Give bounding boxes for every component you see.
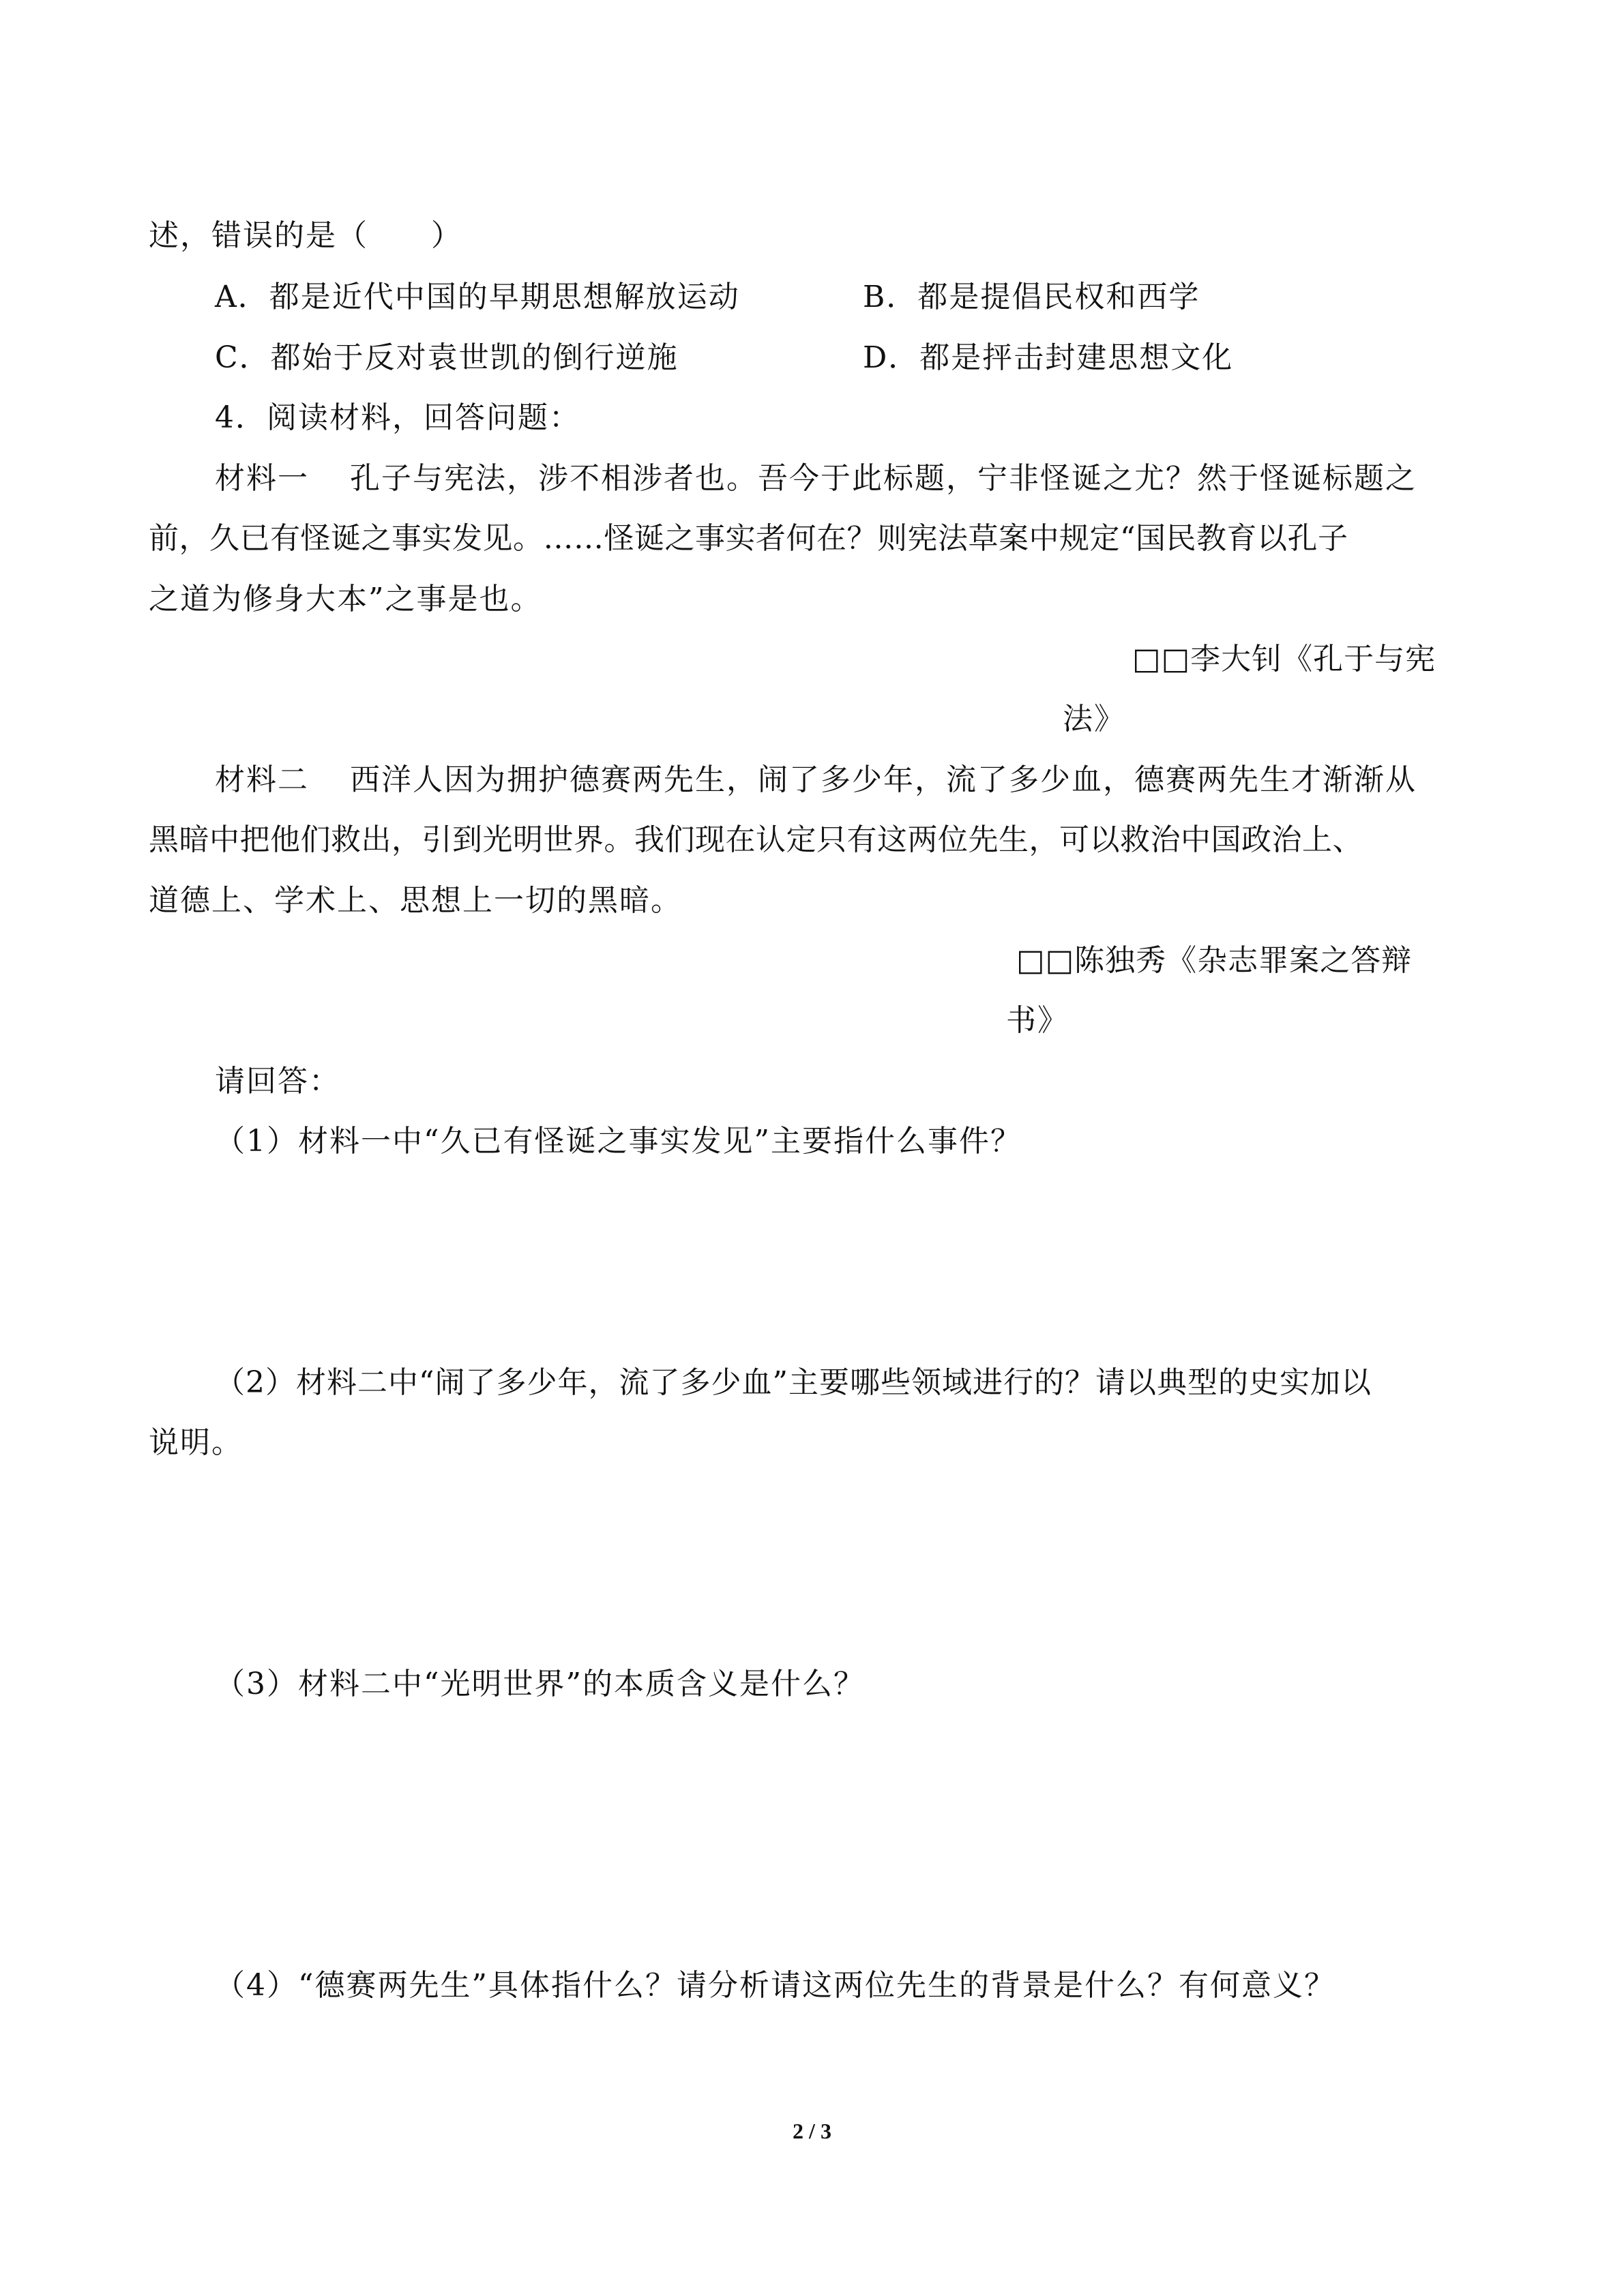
question-3-stem-end: 述，错误的是（ ） bbox=[149, 218, 462, 253]
material-2-line-2: 黑暗中把他们救出，引到光明世界。我们现在认定只有这两位先生，可以救治中国政治上、 bbox=[149, 822, 1363, 857]
material-1-source-cont: 法》 bbox=[1063, 702, 1125, 736]
option-c: C．都始于反对袁世凯的倒行逆施 bbox=[215, 340, 679, 375]
material-2-text: 西洋人因为拥护德赛两先生，闹了多少年，流了多少血，德赛两先生才渐渐从 bbox=[350, 762, 1417, 797]
material-2-source: □□陈独秀《杂志罪案之答辩 bbox=[1016, 943, 1413, 978]
material-1-line-3: 之道为修身大本”之事是也。 bbox=[149, 582, 542, 616]
question-4-title: 4．阅读材料，回答问题： bbox=[215, 400, 580, 435]
sub-question-2-line-1: （2）材料二中“闹了多少年，流了多少血”主要哪些领域进行的？请以典型的史实加以 bbox=[215, 1365, 1372, 1400]
material-2-label: 材料二 bbox=[215, 762, 309, 797]
option-b: B．都是提倡民权和西学 bbox=[863, 280, 1200, 314]
sub-question-1: （1）材料一中“久已有怪诞之事实发见”主要指什么事件？ bbox=[215, 1124, 1022, 1159]
material-1-source: □□李大钊《孔于与宪 bbox=[1132, 642, 1436, 676]
material-2-line-1 bbox=[215, 761, 1417, 799]
sub-question-2-line-2: 说明。 bbox=[149, 1425, 243, 1460]
option-d: D．都是抨击封建思想文化 bbox=[863, 340, 1234, 375]
page-number: 2 / 3 bbox=[793, 2119, 831, 2143]
sub-question-3: （3）材料二中“光明世界”的本质含义是什么？ bbox=[215, 1667, 865, 1701]
material-1-text: 孔子与宪法，涉不相涉者也。吾今于此标题，宁非怪诞之尤？然于怪诞标题之 bbox=[350, 461, 1417, 496]
answer-prompt: 请回答： bbox=[215, 1064, 340, 1099]
material-1-label: 材料一 bbox=[215, 461, 309, 496]
material-1-line-1 bbox=[215, 460, 1417, 498]
sub-question-4: （4）“德赛两先生”具体指什么？请分析请这两位先生的背景是什么？有何意义？ bbox=[215, 1968, 1335, 2003]
option-a: A．都是近代中国的早期思想解放运动 bbox=[215, 280, 740, 314]
material-1-line-2: 前，久已有怪诞之事实发见。……怪诞之事实者何在？则宪法草案中规定“国民教育以孔子 bbox=[149, 521, 1348, 556]
material-2-line-3: 道德上、学术上、思想上一切的黑暗。 bbox=[149, 883, 682, 918]
material-2-source-cont: 书》 bbox=[1006, 1003, 1069, 1038]
